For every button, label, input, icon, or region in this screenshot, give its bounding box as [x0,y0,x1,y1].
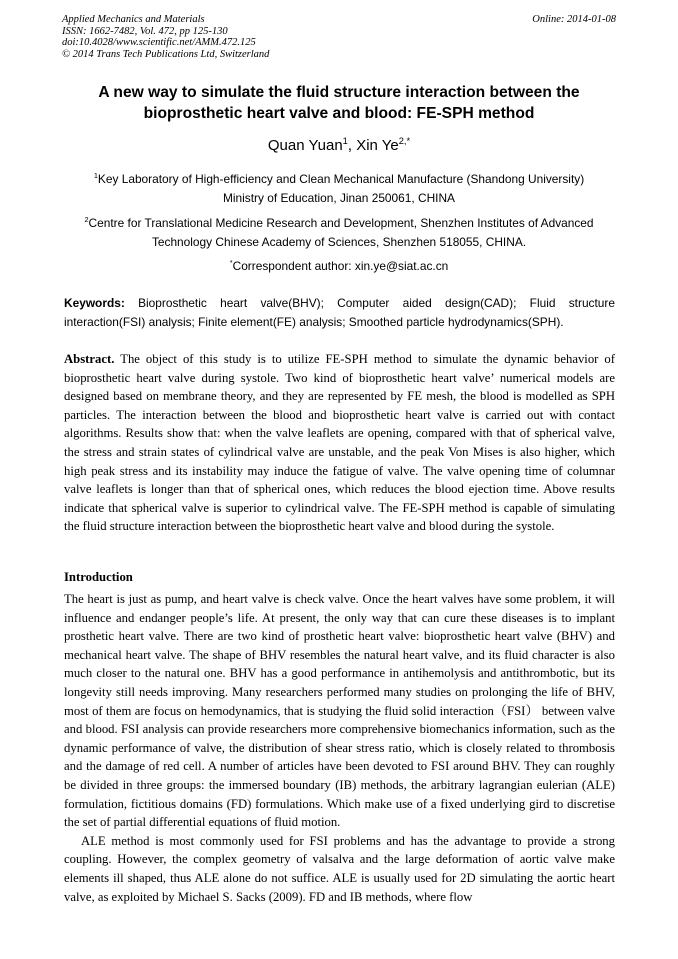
correspondent-text: Correspondent author: xin.ye@siat.ac.cn [232,259,449,273]
affiliation-text: Technology Chinese Academy of Sciences, Shenzhen 518055, CHINA. [151,234,527,249]
author-line [0,137,678,155]
abstract-label: Abstract. [64,352,115,366]
paragraph: The heart is just as pump, and heart valve is check valve. Once the heart valves have some problem, it will influence and endanger people’s life. At present, the only way that can cure these diseases is to implant prosthetic heart valve. There are two kind of prosthetic heart valve: bioprosthetic heart valve (BHV) and mechanical heart valve. The shape of BHV resembles the natural heart valve, and its fluid character is also much closer to the natural one. BHV has a good performance in antihemolysis and antithrombotic, but its longevity still needs improving. Many researchers performed many studies on prolonging the life of BHV, most of them are focus on hemodynamics, that is studying the fluid solid interaction（FSI） between valve and blood. FSI analysis can provide researchers more comprehensive biomechanics information, such as the dynamic performance of valve, the distribution of shear stress ratio, which is closely related to thrombosis and the damage of red cell. A number of articles have been devoted to FSI around BHV. They can roughly be divided in three groups: the immersed boundary (IB) methods, the arbitrary lagrangian eulerian (ALE) formulation, fictitious domains (FD) formulations. Which make use of a fixed underlying gird to discretise the set of partial differential equations of fluid motion. [64,592,615,830]
author-name: Quan Yuan [267,137,343,154]
author-separator: , [347,137,357,154]
paragraph: ALE method is most commonly used for FSI problems and has the advantage to provide a strong coupling. However, the complex geometry of valsalva and the large deformation of aortic valve make elements ill shaped, thus ALE alone do not suffice. ALE is usually used for 2D simulating the aortic heart valve, as exploited by Michael S. Sacks (2009). FD and IB methods, where flow [64,833,615,904]
abstract [64,350,615,536]
abstract-text: The object of this study is to utilize FE-SPH method to simulate the dynamic behavior of bioprosthetic heart valve during systole. Two kind of bioprosthetic heart valve’ numerical models are designed based on membrane theory, and they are represented by FE mesh, the blood is modelled as SPH particles. The interaction between the blood and bioprosthetic heart valve is carried out with contact algorithms. Results show that: when the valve leaflets are opening, compared with that of spherical valve, the stress and strain states of cylindrical valve are unstable, and the peak Von Mises is also higher, which high peak stress and its instability may induce the fatigue of valve. The valve opening time of columnar valve leaflets is longer than that of spherical ones, which reduces the blood ejection time. Above results indicate that spherical valve is superior to cylindrical valve. The FE-SPH method is capable of simulating the fluid structure interaction between the bioprosthetic heart valve and blood during the systole. [64,352,615,534]
affiliation-1 [64,170,614,207]
affiliation-text: Ministry of Education, Jinan 250061, CHINA [223,190,455,205]
keywords [64,294,615,331]
affiliation-2 [64,214,614,251]
issn-line: ISSN: 1662-7482, Vol. 472, pp 125-130 [62,25,228,37]
affiliation-text: Key Laboratory of High-efficiency and Clean Mechanical Manufacture (Shandong University) [97,172,585,186]
journal-name: Applied Mechanics and Materials [62,14,205,25]
author-name: Xin Ye [356,137,399,154]
doi-line: doi:10.4028/www.scientific.net/AMM.472.125 [62,37,256,49]
section-heading-introduction: Introduction [64,570,133,584]
introduction-body [64,590,615,906]
keywords-label: Keywords: [64,296,125,310]
journal-header [62,14,616,60]
online-date: Online: 2014-01-08 [532,14,616,25]
author-affiliation-mark: 2,* [398,136,411,146]
affiliation-text: Centre for Translational Medicine Research and Development, Shenzhen Institutes of Advanced [88,216,594,230]
copyright-line: © 2014 Trans Tech Publications Ltd, Switzerland [62,48,270,60]
affiliation-mark: 2 [84,215,89,225]
author-affiliation-mark: 1 [342,136,348,146]
affiliation-mark: 1 [93,171,98,181]
correspondent-mark: * [229,258,233,268]
correspondent-author [64,257,614,276]
paper-title: A new way to simulate the fluid structure interaction between the bioprosthetic heart valve and blood: FE-SPH method [98,84,580,122]
keywords-text: Bioprosthetic heart valve(BHV); Computer aided design(CAD); Fluid structure interaction(FSI) analysis; Finite element(FE) analysis; Smoothed particle hydrodynamics(SPH). [64,296,615,329]
